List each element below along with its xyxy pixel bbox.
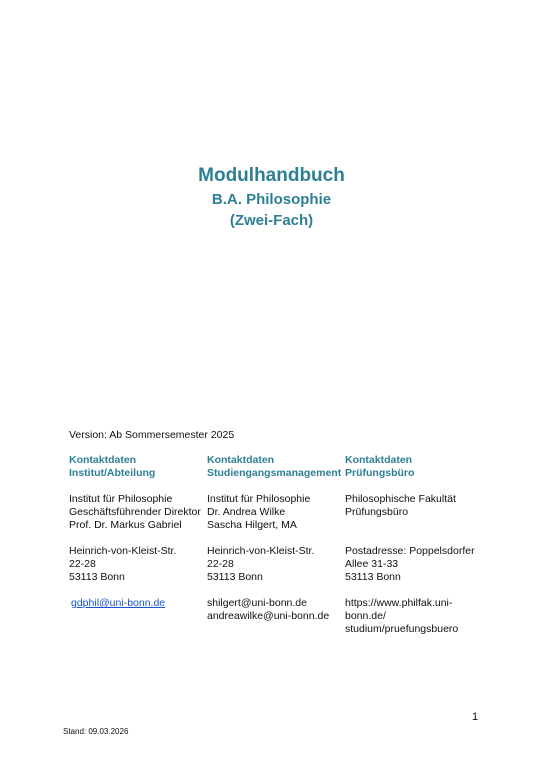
column-heading: Prüfungsbüro — [345, 467, 415, 479]
column-heading: Studiengangsmanagement — [207, 467, 342, 479]
address-line: 53113 Bonn — [69, 571, 125, 583]
url-text: studium/pruefungsbuero — [345, 623, 459, 635]
org-line: Sascha Hilgert, MA — [207, 519, 297, 531]
contact-column-pruefungsbuero — [345, 454, 485, 636]
address-line: 53113 Bonn — [345, 571, 401, 583]
org-line: Geschäftsführender Direktor — [69, 506, 201, 518]
page-number: 1 — [472, 711, 479, 723]
address-line: 53113 Bonn — [207, 571, 263, 583]
url-text: bonn.de/ — [345, 610, 386, 622]
org-line: Philosophische Fakultät — [345, 493, 456, 505]
org-line: Prüfungsbüro — [345, 506, 409, 518]
title-line-2: B.A. Philosophie — [211, 191, 332, 208]
column-heading: Kontaktdaten — [69, 454, 137, 466]
org-line: Institut für Philosophie — [207, 493, 311, 505]
column-heading: Institut/Abteilung — [69, 467, 156, 479]
org-line: Prof. Dr. Markus Gabriel — [69, 519, 182, 531]
email-link[interactable]: gdphil@uni-bonn.de — [71, 597, 166, 609]
email-text: andreawilke@uni-bonn.de — [207, 610, 330, 622]
stand-date: Stand: 09.03.2026 — [63, 727, 129, 736]
address-line: Heinrich-von-Kleist-Str. — [207, 545, 315, 557]
address-line: 22-28 — [69, 558, 96, 570]
title-line-1: Modulhandbuch — [198, 165, 345, 186]
org-line: Institut für Philosophie — [69, 493, 173, 505]
address-line: Heinrich-von-Kleist-Str. — [69, 545, 177, 557]
address-line: 22-28 — [207, 558, 234, 570]
contact-column-studiengangsmanagement — [207, 454, 342, 623]
version-text: Version: Ab Sommersemester 2025 — [69, 429, 235, 441]
column-heading: Kontaktdaten — [345, 454, 413, 466]
column-heading: Kontaktdaten — [207, 454, 275, 466]
contact-column-institut — [69, 454, 201, 610]
document-title — [0, 163, 543, 231]
email-text: shilgert@uni-bonn.de — [207, 597, 307, 609]
title-line-3: (Zwei-Fach) — [229, 212, 314, 229]
url-text: https://www.philfak.uni- — [345, 597, 453, 609]
address-line: Allee 31-33 — [345, 558, 399, 570]
org-line: Dr. Andrea Wilke — [207, 506, 286, 518]
address-line: Postadresse: Poppelsdorfer — [345, 545, 475, 557]
